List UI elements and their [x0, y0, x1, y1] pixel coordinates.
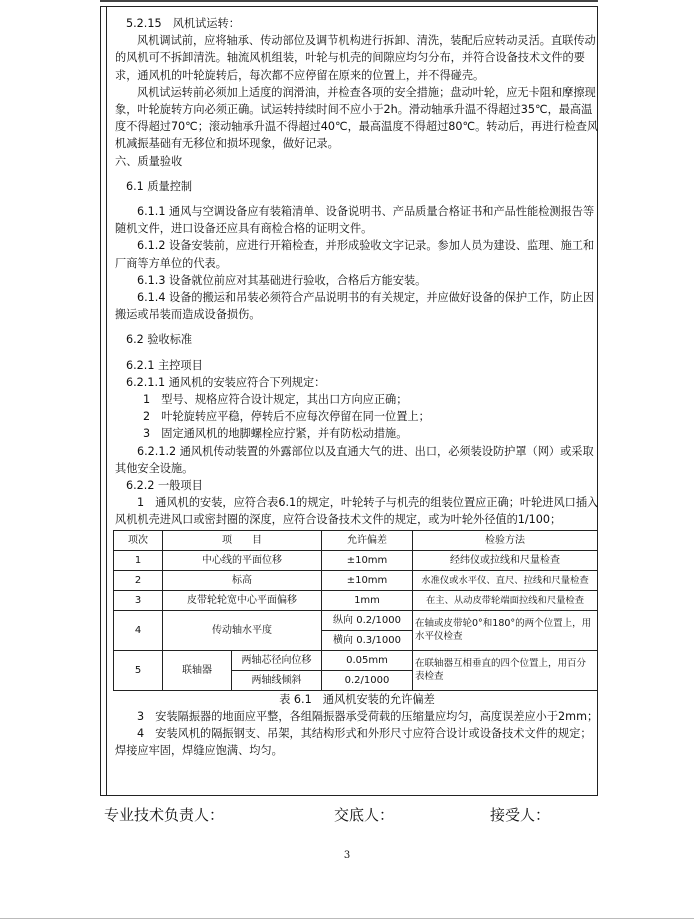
para-6221: 1 通风机的安装，应符合表6.1的规定，叶轮转子与机壳的组装位置应正确；叶轮进风口插入风机机壳进风口或密封圈的深度，应符合设备技术文件的规定，或为叶轮外径值的1/100； — [115, 496, 599, 527]
para-614: 6.1.4 设备的搬运和吊装必须符合产品说明书的有关规定，并应做好设备的保护工作，防止因搬运或吊装而造成设备损伤。 — [115, 291, 595, 322]
section-62-heading: 6.2 验收标准 — [126, 333, 193, 347]
document-frame — [100, 6, 598, 796]
table-cell: 两轴线倾斜 — [232, 670, 322, 690]
table-cell: 两轴芯径向位移 — [232, 650, 322, 670]
para-611: 6.1.1 通风与空调设备应有装箱清单、设备说明书、产品质量合格证书和产品性能检测报告等随机文件，进口设备还应具有商检合格的证明文件。 — [115, 205, 595, 236]
document-body — [115, 15, 599, 760]
para-6212: 6.2.1.2 通风机传动装置的外露部位以及直通大气的进、出口，必须装设防护罩（网）或采取其他安全设施。 — [115, 444, 594, 475]
list-item-3: 3 固定通风机的地脚螺栓应拧紧，并有防松动措施。 — [143, 427, 408, 441]
page-number: 3 — [343, 850, 351, 861]
table-row — [114, 590, 598, 610]
bottom-rule — [0, 918, 694, 919]
table-cell: 标高 — [163, 570, 322, 590]
list-item-2: 2 叶轮旋转应平稳，停转后不应每次停留在同一位置上； — [143, 410, 430, 424]
list-item-after-4: 4 安装风机的隔振钢支、吊架，其结构形式和外形尺寸应符合设计或设备技术文件的规定；焊接应牢固，焊缝应饱满、均匀。 — [115, 727, 592, 758]
table-cell: 5 — [114, 650, 163, 690]
table-cell: 在主、从动皮带轮端面拉线和尺量检查 — [413, 590, 598, 610]
signature-tech-lead: 专业技术负责人： — [104, 806, 225, 824]
section-6-heading: 六、质量验收 — [115, 154, 183, 168]
table-row — [114, 570, 598, 590]
section-622-heading: 6.2.2 一般项目 — [126, 479, 203, 493]
col-header-tolerance: 允许偏差 — [322, 530, 413, 550]
table-cell: 1mm — [322, 590, 413, 610]
top-rule — [100, 0, 598, 2]
inner-frame — [106, 7, 597, 795]
section-5215-heading: 5.2.15 风机试运转： — [126, 17, 240, 30]
table-cell: 1 — [114, 550, 163, 570]
table-cell: ±10mm — [322, 570, 413, 590]
section-6211-heading: 6.2.1.1 通风机的安装应符合下列规定： — [126, 375, 326, 389]
table-cell: 中心线的平面位移 — [163, 550, 322, 570]
section-621-heading: 6.2.1 主控项目 — [126, 358, 203, 372]
table-cell: 3 — [114, 590, 163, 610]
table-cell: 纵向 0.2/1000 — [322, 610, 413, 630]
col-header-method: 检验方法 — [413, 530, 598, 550]
section-5215-p2: 风机试运转前必须加上适度的润滑油，并检查各项的安全措施；盘动叶轮，应无卡阻和摩擦现象，叶轮旋转方向必须正确。试运转持续时间不应小于2h。滑动轴承升温不得超过35℃，最高温度不得超过70℃；滚动轴承升温不得超过40℃，最高温度不得超过80℃。转动后，再进行检查风机减振基础有无移位和损坏现象，做好记录。 — [115, 85, 599, 151]
table-cell: 2 — [114, 570, 163, 590]
table-cell: 在联轴器互相垂直的四个位置上，用百分表检查 — [413, 650, 598, 690]
signature-handover: 交底人： — [334, 806, 395, 824]
table-cell: 联轴器 — [163, 650, 232, 690]
table-cell: 经纬仪或拉线和尺量检查 — [413, 550, 598, 570]
table-cell: ±10mm — [322, 550, 413, 570]
table-row — [114, 550, 598, 570]
table-cell: 4 — [114, 610, 163, 650]
table-row — [114, 610, 598, 630]
para-612: 6.1.2 设备安装前，应进行开箱检查，并形成验收文字记录。参加人员为建设、监理、施工和厂商等方单位的代表。 — [115, 239, 595, 270]
table-cell: 水准仪或水平仪、直尺、拉线和尺量检查 — [413, 570, 598, 590]
table-cell: 在轴或皮带轮0°和180°的两个位置上，用水平仪检查 — [413, 610, 598, 650]
table-cell: 横向 0.3/1000 — [322, 630, 413, 650]
table-caption: 表 6.1 通风机安装的允许偏差 — [279, 692, 435, 706]
table-cell: 皮带轮轮宽中心平面偏移 — [163, 590, 322, 610]
para-613: 6.1.3 设备就位前应对其基础进行验收，合格后方能安装。 — [137, 273, 427, 287]
table-row — [114, 650, 598, 670]
table-cell: 传动轴水平度 — [163, 610, 322, 650]
section-5215-p1: 风机调试前，应将轴承、传动部位及调节机构进行拆卸、清洗，装配后应转动灵活。直联传动的风机可不拆卸清洗。轴流风机组装，叶轮与机壳的间隙应均匀分布，并符合设备技术文件的要求，通风机的叶轮旋转后，每次都不应停留在原来的位置上，并不得碰壳。 — [115, 34, 596, 82]
list-item-after-3: 3 安装隔振器的地面应平整，各组隔振器承受荷载的压缩量应均匀，高度误差应小于2mm； — [137, 709, 599, 723]
list-item-1: 1 型号、规格应符合设计规定，其出口方向应正确； — [143, 393, 408, 407]
col-header-item: 项 目 — [163, 530, 322, 550]
tolerance-table — [113, 530, 598, 691]
table-cell: 0.05mm — [322, 650, 413, 670]
table-header-row — [114, 530, 598, 550]
table-cell: 0.2/1000 — [322, 670, 413, 690]
col-header-no: 项次 — [114, 530, 163, 550]
section-61-heading: 6.1 质量控制 — [126, 179, 193, 193]
signature-receiver: 接受人： — [490, 806, 551, 824]
